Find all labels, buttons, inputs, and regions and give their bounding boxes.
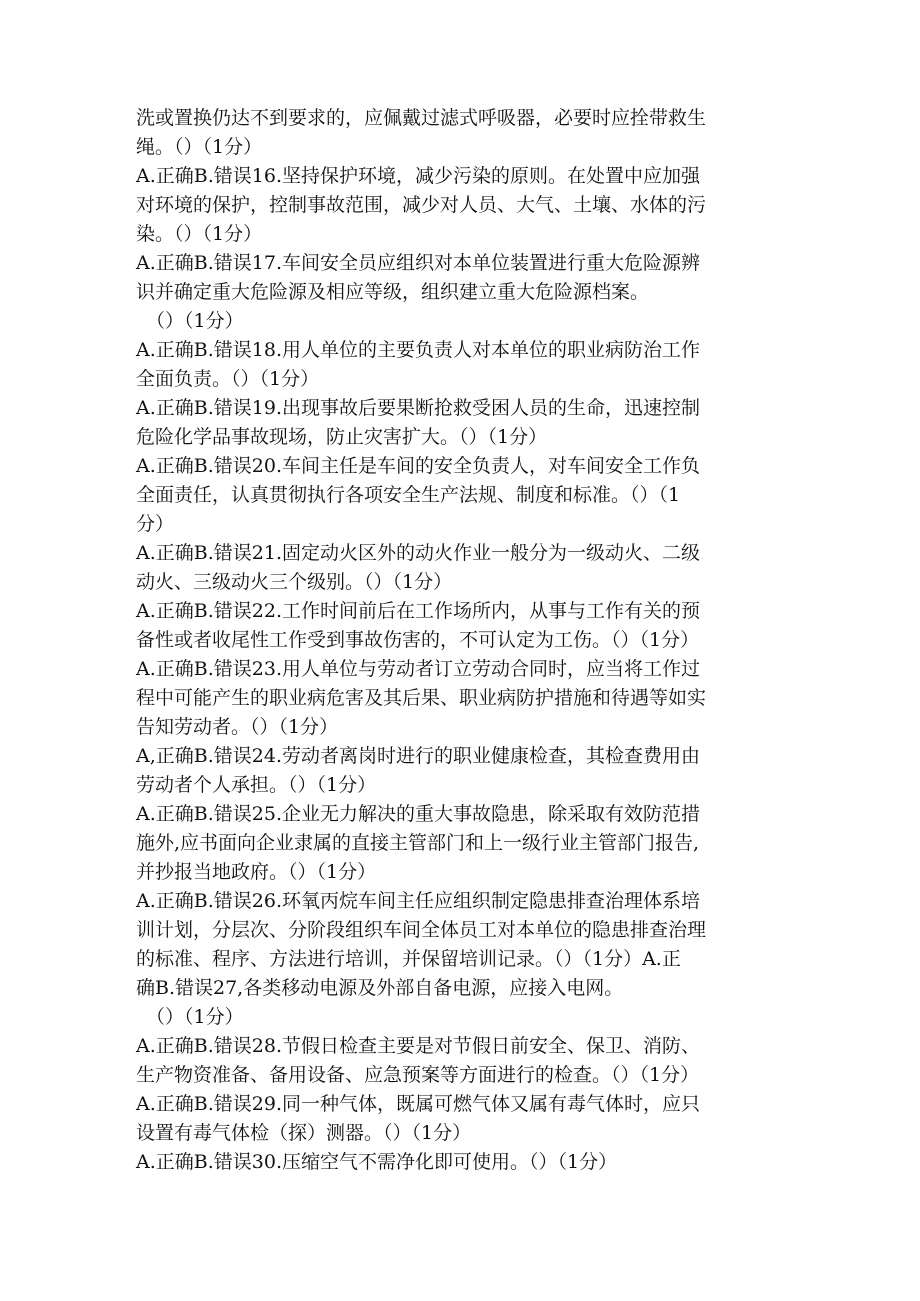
text-line: A.正确B.错误29.同一种气体，既属可燃气体又属有毒气体时，应只 bbox=[136, 1093, 700, 1115]
text-line: 的标准、程序、方法进行培训，并保留培训记录。（）（1分）A.正 bbox=[136, 948, 681, 970]
text-line: A.正确B.错误18.用人单位的主要负责人对本单位的职业病防治工作 bbox=[136, 339, 700, 361]
text-line: 全面责任，认真贯彻执行各项安全生产法规、制度和标准。（）（1 bbox=[136, 484, 681, 506]
text-line: A.正确B.错误16.坚持保护环境，减少污染的原则。在处置中应加强 bbox=[136, 165, 700, 187]
text-line: A.正确B.错误23.用人单位与劳动者订立劳动合同时，应当将工作过 bbox=[136, 658, 700, 680]
text-line: 动火、三级动火三个级别。（）（1分） bbox=[136, 571, 453, 593]
text-line: 对环境的保护，控制事故范围，减少对人员、大气、土壤、水体的污 bbox=[136, 194, 707, 216]
text-line: 识并确定重大危险源及相应等级，组织建立重大危险源档案。 bbox=[136, 281, 650, 303]
text-line: A.正确B.错误17.车间安全员应组织对本单位装置进行重大危险源辨 bbox=[136, 252, 700, 274]
text-line: （）（1分） bbox=[146, 1006, 244, 1028]
text-line: A.正确B.错误26.环氧丙烷车间主任应组织制定隐患排查治理体系培 bbox=[136, 890, 700, 912]
text-line: A.正确B.错误22.工作时间前后在工作场所内，从事与工作有关的预 bbox=[136, 600, 700, 622]
text-line: A.正确B.错误30.压缩空气不需净化即可使用。（）（1分） bbox=[136, 1151, 618, 1173]
text-line: 确B.错误27,各类移动电源及外部自备电源，应接入电网。 bbox=[136, 977, 624, 999]
text-line: 绳。（）（1分） bbox=[136, 136, 263, 158]
text-line: A.正确B.错误25.企业无力解决的重大事故隐患，除采取有效防范措 bbox=[136, 803, 700, 825]
text-line: 告知劳动者。（）（1分） bbox=[136, 716, 339, 738]
text-line: 劳动者个人承担。（）（1分） bbox=[136, 774, 377, 796]
text-line: 洗或置换仍达不到要求的，应佩戴过滤式呼吸器，必要时应拴带救生 bbox=[136, 107, 707, 129]
text-line: A.正确B.错误20.车间主任是车间的安全负责人，对车间安全工作负 bbox=[136, 455, 700, 477]
text-line: A.正确B.错误19.出现事故后要果断抢救受困人员的生命，迅速控制 bbox=[136, 397, 700, 419]
text-line: 危险化学品事故现场，防止灾害扩大。（）（1分） bbox=[136, 426, 548, 448]
text-line: 备性或者收尾性工作受到事故伤害的，不可认定为工伤。（）（1分） bbox=[136, 629, 700, 651]
text-line: 全面负责。（）（1分） bbox=[136, 368, 320, 390]
text-line: A.正确B.错误28.节假日检查主要是对节假日前安全、保卫、消防、 bbox=[136, 1035, 700, 1057]
text-line: 设置有毒气体检（探）测器。（）（1分） bbox=[136, 1122, 472, 1144]
text-line: A.正确B.错误21.固定动火区外的动火作业一般分为一级动火、二级 bbox=[136, 542, 700, 564]
text-line: 程中可能产生的职业病危害及其后果、职业病防护措施和待遇等如实 bbox=[136, 687, 707, 709]
text-line: 生产物资准备、备用设备、应急预案等方面进行的检查。（）（1分） bbox=[136, 1064, 700, 1086]
text-line: （）（1分） bbox=[146, 310, 244, 332]
text-line: 施外,应书面向企业隶属的直接主管部门和上一级行业主管部门报告, bbox=[136, 832, 700, 854]
text-line: 并抄报当地政府。（）（1分） bbox=[136, 861, 377, 883]
text-line: 染。（）（1分） bbox=[136, 223, 263, 245]
text-line: A,正确B.错误24.劳动者离岗时进行的职业健康检查，其检查费用由 bbox=[136, 745, 700, 767]
text-line: 分） bbox=[136, 513, 175, 535]
document-body bbox=[136, 104, 802, 1177]
text-line: 训计划，分层次、分阶段组织车间全体员工对本单位的隐患排查治理 bbox=[136, 919, 707, 941]
